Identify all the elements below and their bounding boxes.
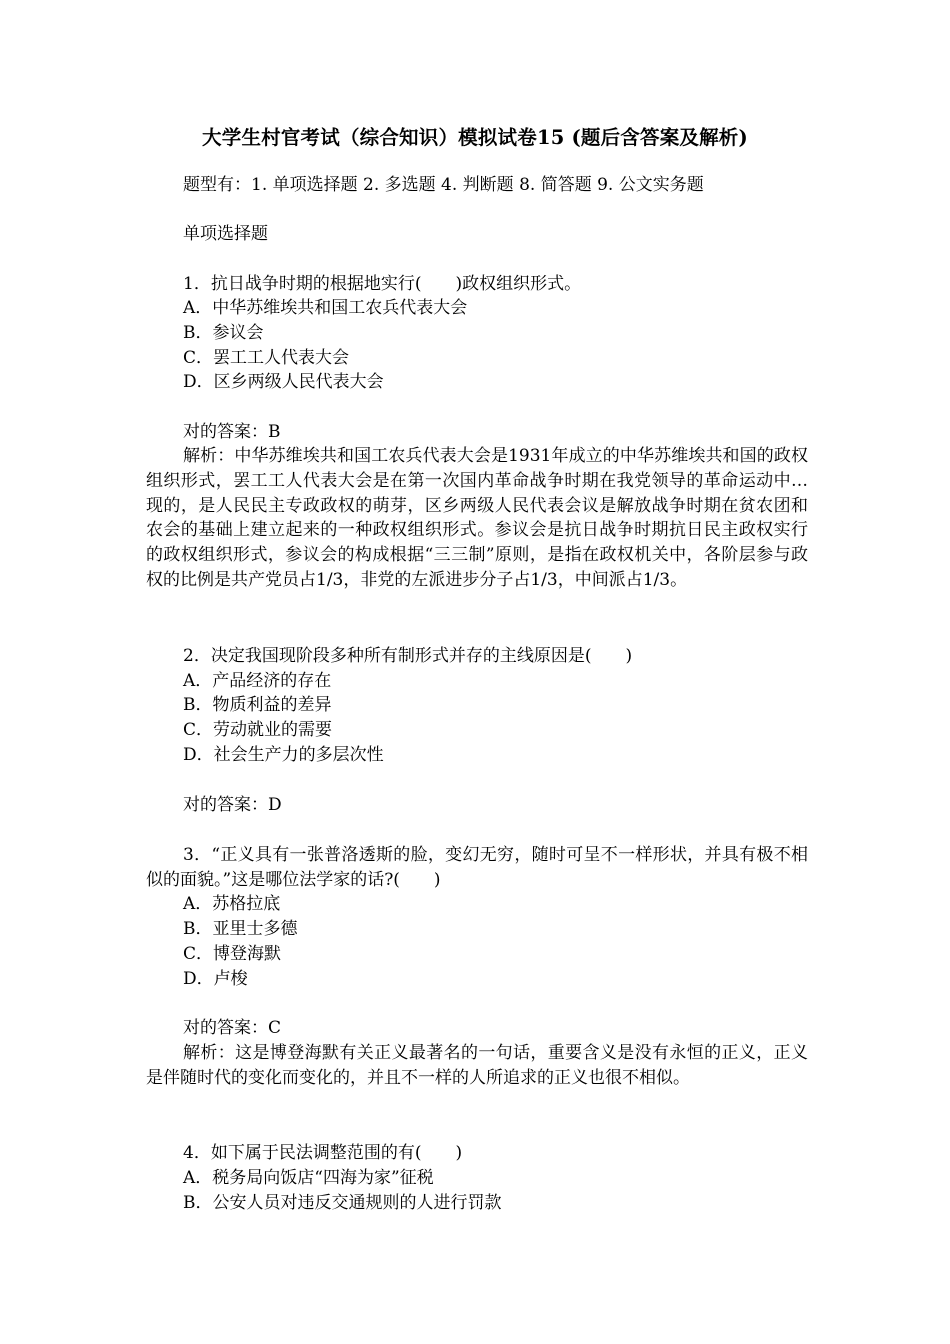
document-title: 大学生村官考试（综合知识）模拟试卷15 (题后含答案及解析) <box>202 126 748 149</box>
question-2-option-d: D．社会生产力的多层次性 <box>183 745 384 765</box>
question-4-option-b: B．公安人员对违反交通规则的人进行罚款 <box>183 1193 502 1213</box>
question-1-option-b: B．参议会 <box>183 323 264 343</box>
section-heading: 单项选择题 <box>183 224 268 244</box>
question-1-option-c: C．罢工工人代表大会 <box>183 348 350 368</box>
question-1-option-a: A．中华苏维埃共和国工农兵代表大会 <box>183 298 468 318</box>
question-3-stem: 3．“正义具有一张普洛透斯的脸，变幻无穷，随时可呈不一样形状，并具有极不相似的面貌。”这是哪位法学家的话?( ) <box>146 845 808 890</box>
question-2-option-a: A．产品经济的存在 <box>183 671 332 691</box>
question-4-stem: 4．如下属于民法调整范围的有( ) <box>183 1143 463 1163</box>
question-4-option-a: A．税务局向饭店“四海为家”征税 <box>183 1168 434 1188</box>
question-3-analysis: 解析：这是博登海默有关正义最著名的一句话，重要含义是没有永恒的正义，正义是伴随时代的变化而变化的，并且不一样的人所追求的正义也很不相似。 <box>146 1043 808 1088</box>
question-2-option-c: C．劳动就业的需要 <box>183 720 333 740</box>
question-3-option-c: C．博登海默 <box>183 944 282 964</box>
question-3-option-a: A．苏格拉底 <box>183 894 281 914</box>
question-2-stem: 2．决定我国现阶段多种所有制形式并存的主线原因是( ) <box>183 646 633 666</box>
question-1-analysis: 解析：中华苏维埃共和国工农兵代表大会是1931年成立的中华苏维埃共和国的政权组织形式，罢工工人代表大会是在第一次国内革命战争时期在我党领导的革命运动中…现的，是人民民主专政政权的萌芽，区乡两级人民代表会议是解放战争时期在贫农团和农会的基础上建立起来的一种政权组织形式。参议会是抗日战争时期抗日民主政权实行的政权组织形式，参议会的构成根据“三三制”原则，是指在政权机关中，各阶层参与政权的比例是共产党员占1/3，非党的左派进步分子占1/3，中间派占1/3。 <box>146 446 808 590</box>
question-3-option-b: B．亚里士多德 <box>183 919 298 939</box>
question-2-answer: 对的答案：D <box>183 795 282 815</box>
question-types: 题型有：1. 单项选择题 2. 多选题 4. 判断题 8. 简答题 9. 公文实务题 <box>183 175 704 195</box>
question-1-answer: 对的答案：B <box>183 422 281 442</box>
question-1-stem: 1．抗日战争时期的根据地实行( )政权组织形式。 <box>183 274 582 294</box>
question-1-option-d: D．区乡两级人民代表大会 <box>183 372 384 392</box>
question-3-answer: 对的答案：C <box>183 1018 282 1038</box>
question-3-option-d: D．卢梭 <box>183 969 248 989</box>
question-2-option-b: B．物质利益的差异 <box>183 695 332 715</box>
